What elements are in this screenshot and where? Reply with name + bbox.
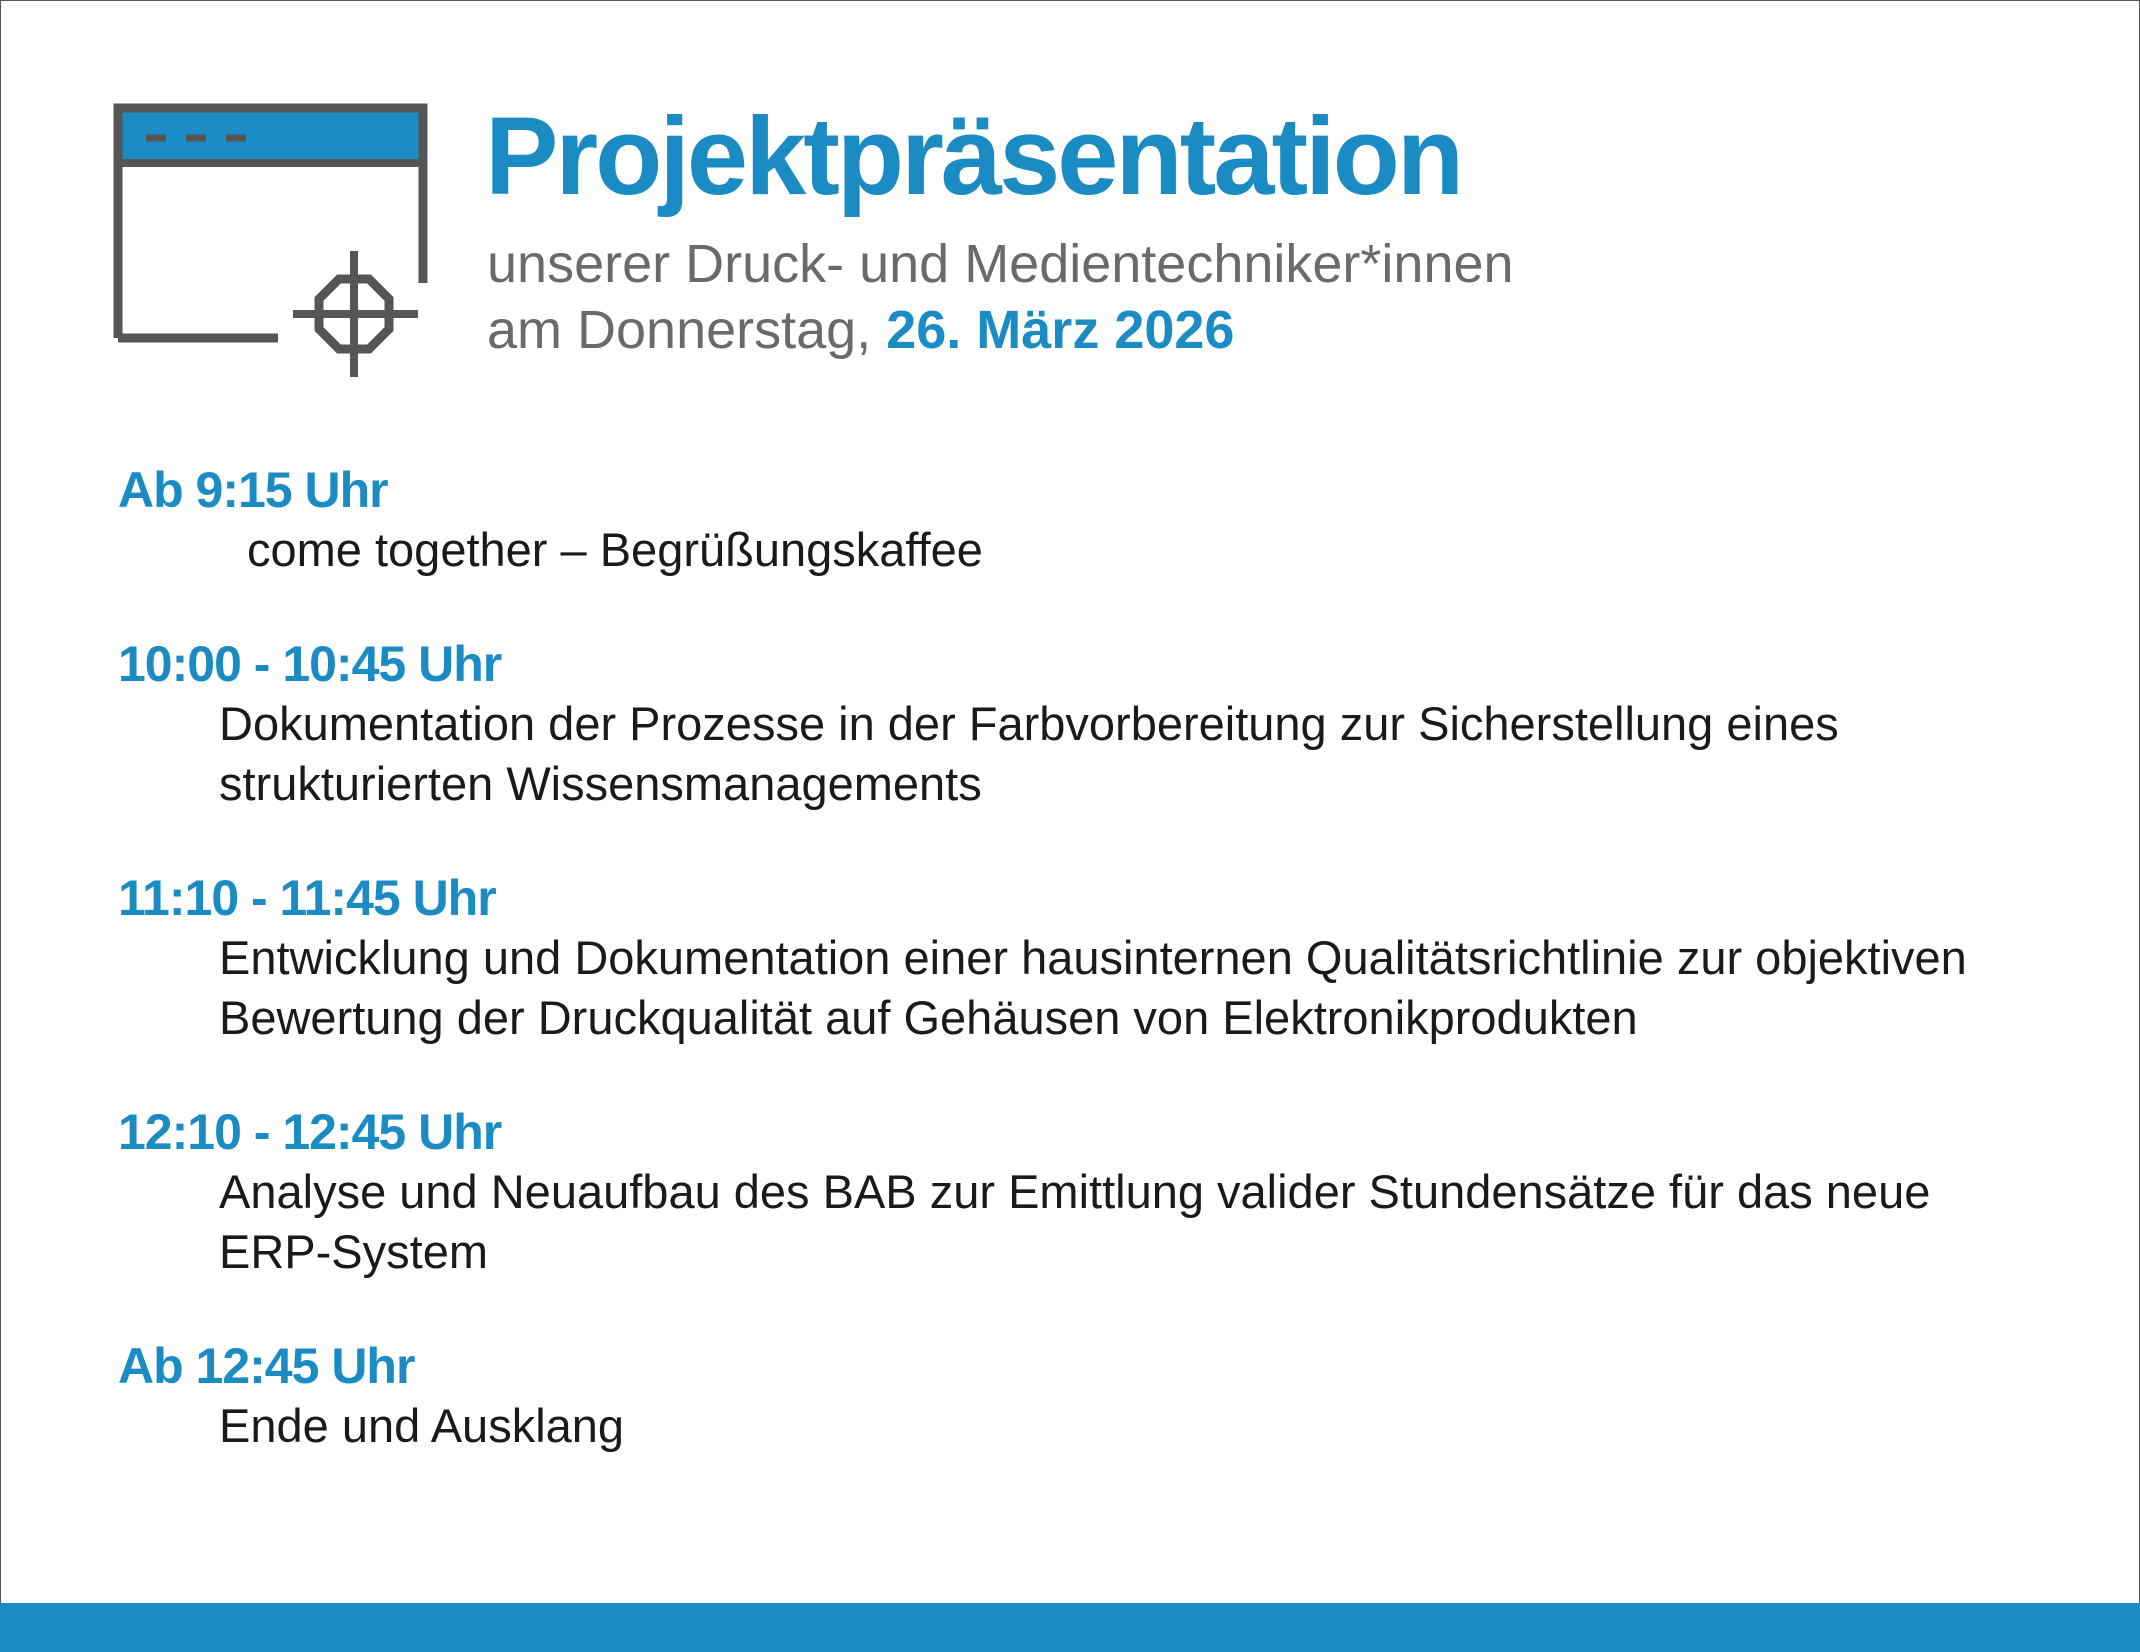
subtitle-line-2 — [487, 297, 1514, 363]
agenda-time: 11:10 - 11:45 Uhr — [118, 870, 496, 926]
footer-bar — [0, 1603, 2140, 1652]
agenda-time: 10:00 - 10:45 Uhr — [118, 636, 502, 692]
agenda-description — [118, 520, 2098, 580]
agenda-item — [118, 460, 2098, 580]
agenda-time: Ab 12:45 Uhr — [118, 1338, 415, 1394]
agenda-description — [118, 694, 2098, 814]
agenda-item — [118, 634, 2098, 814]
agenda-item — [118, 868, 2098, 1048]
agenda-description-line: Entwicklung und Dokumentation einer hausinternen Qualitätsrichtlinie zur objektiven — [219, 931, 1967, 984]
event-date: 26. März 2026 — [886, 300, 1235, 360]
subtitle-line-1: unserer Druck- und Medientechniker*innen — [487, 234, 1514, 294]
agenda-description-line: Ende und Ausklang — [219, 1399, 625, 1452]
subtitle-prefix: am Donnerstag, — [487, 300, 872, 360]
page-title: Projektpräsentation — [485, 95, 1462, 218]
agenda-description-line: Analyse und Neuaufbau des BAB zur Emittlung valider Stundensätze für das neue — [219, 1165, 1931, 1218]
browser-window-crosshair-icon — [113, 103, 433, 383]
agenda-time: 12:10 - 12:45 Uhr — [118, 1104, 502, 1160]
agenda-description — [118, 928, 2098, 1048]
agenda-description — [118, 1162, 2098, 1282]
agenda-description-line: come together – Begrüßungskaffee — [247, 523, 983, 576]
agenda-description — [118, 1396, 2098, 1456]
agenda-description-line: ERP-System — [219, 1225, 488, 1278]
agenda — [118, 460, 2098, 1510]
agenda-time: Ab 9:15 Uhr — [118, 462, 388, 518]
agenda-description-line: Bewertung der Druckqualität auf Gehäusen von Elektronikprodukten — [219, 991, 1638, 1044]
agenda-item — [118, 1336, 2098, 1456]
agenda-description-line: strukturierten Wissensmanagements — [219, 757, 982, 810]
subtitle — [487, 231, 1514, 363]
agenda-item — [118, 1102, 2098, 1282]
agenda-description-line: Dokumentation der Prozesse in der Farbvorbereitung zur Sicherstellung eines — [219, 697, 1839, 750]
